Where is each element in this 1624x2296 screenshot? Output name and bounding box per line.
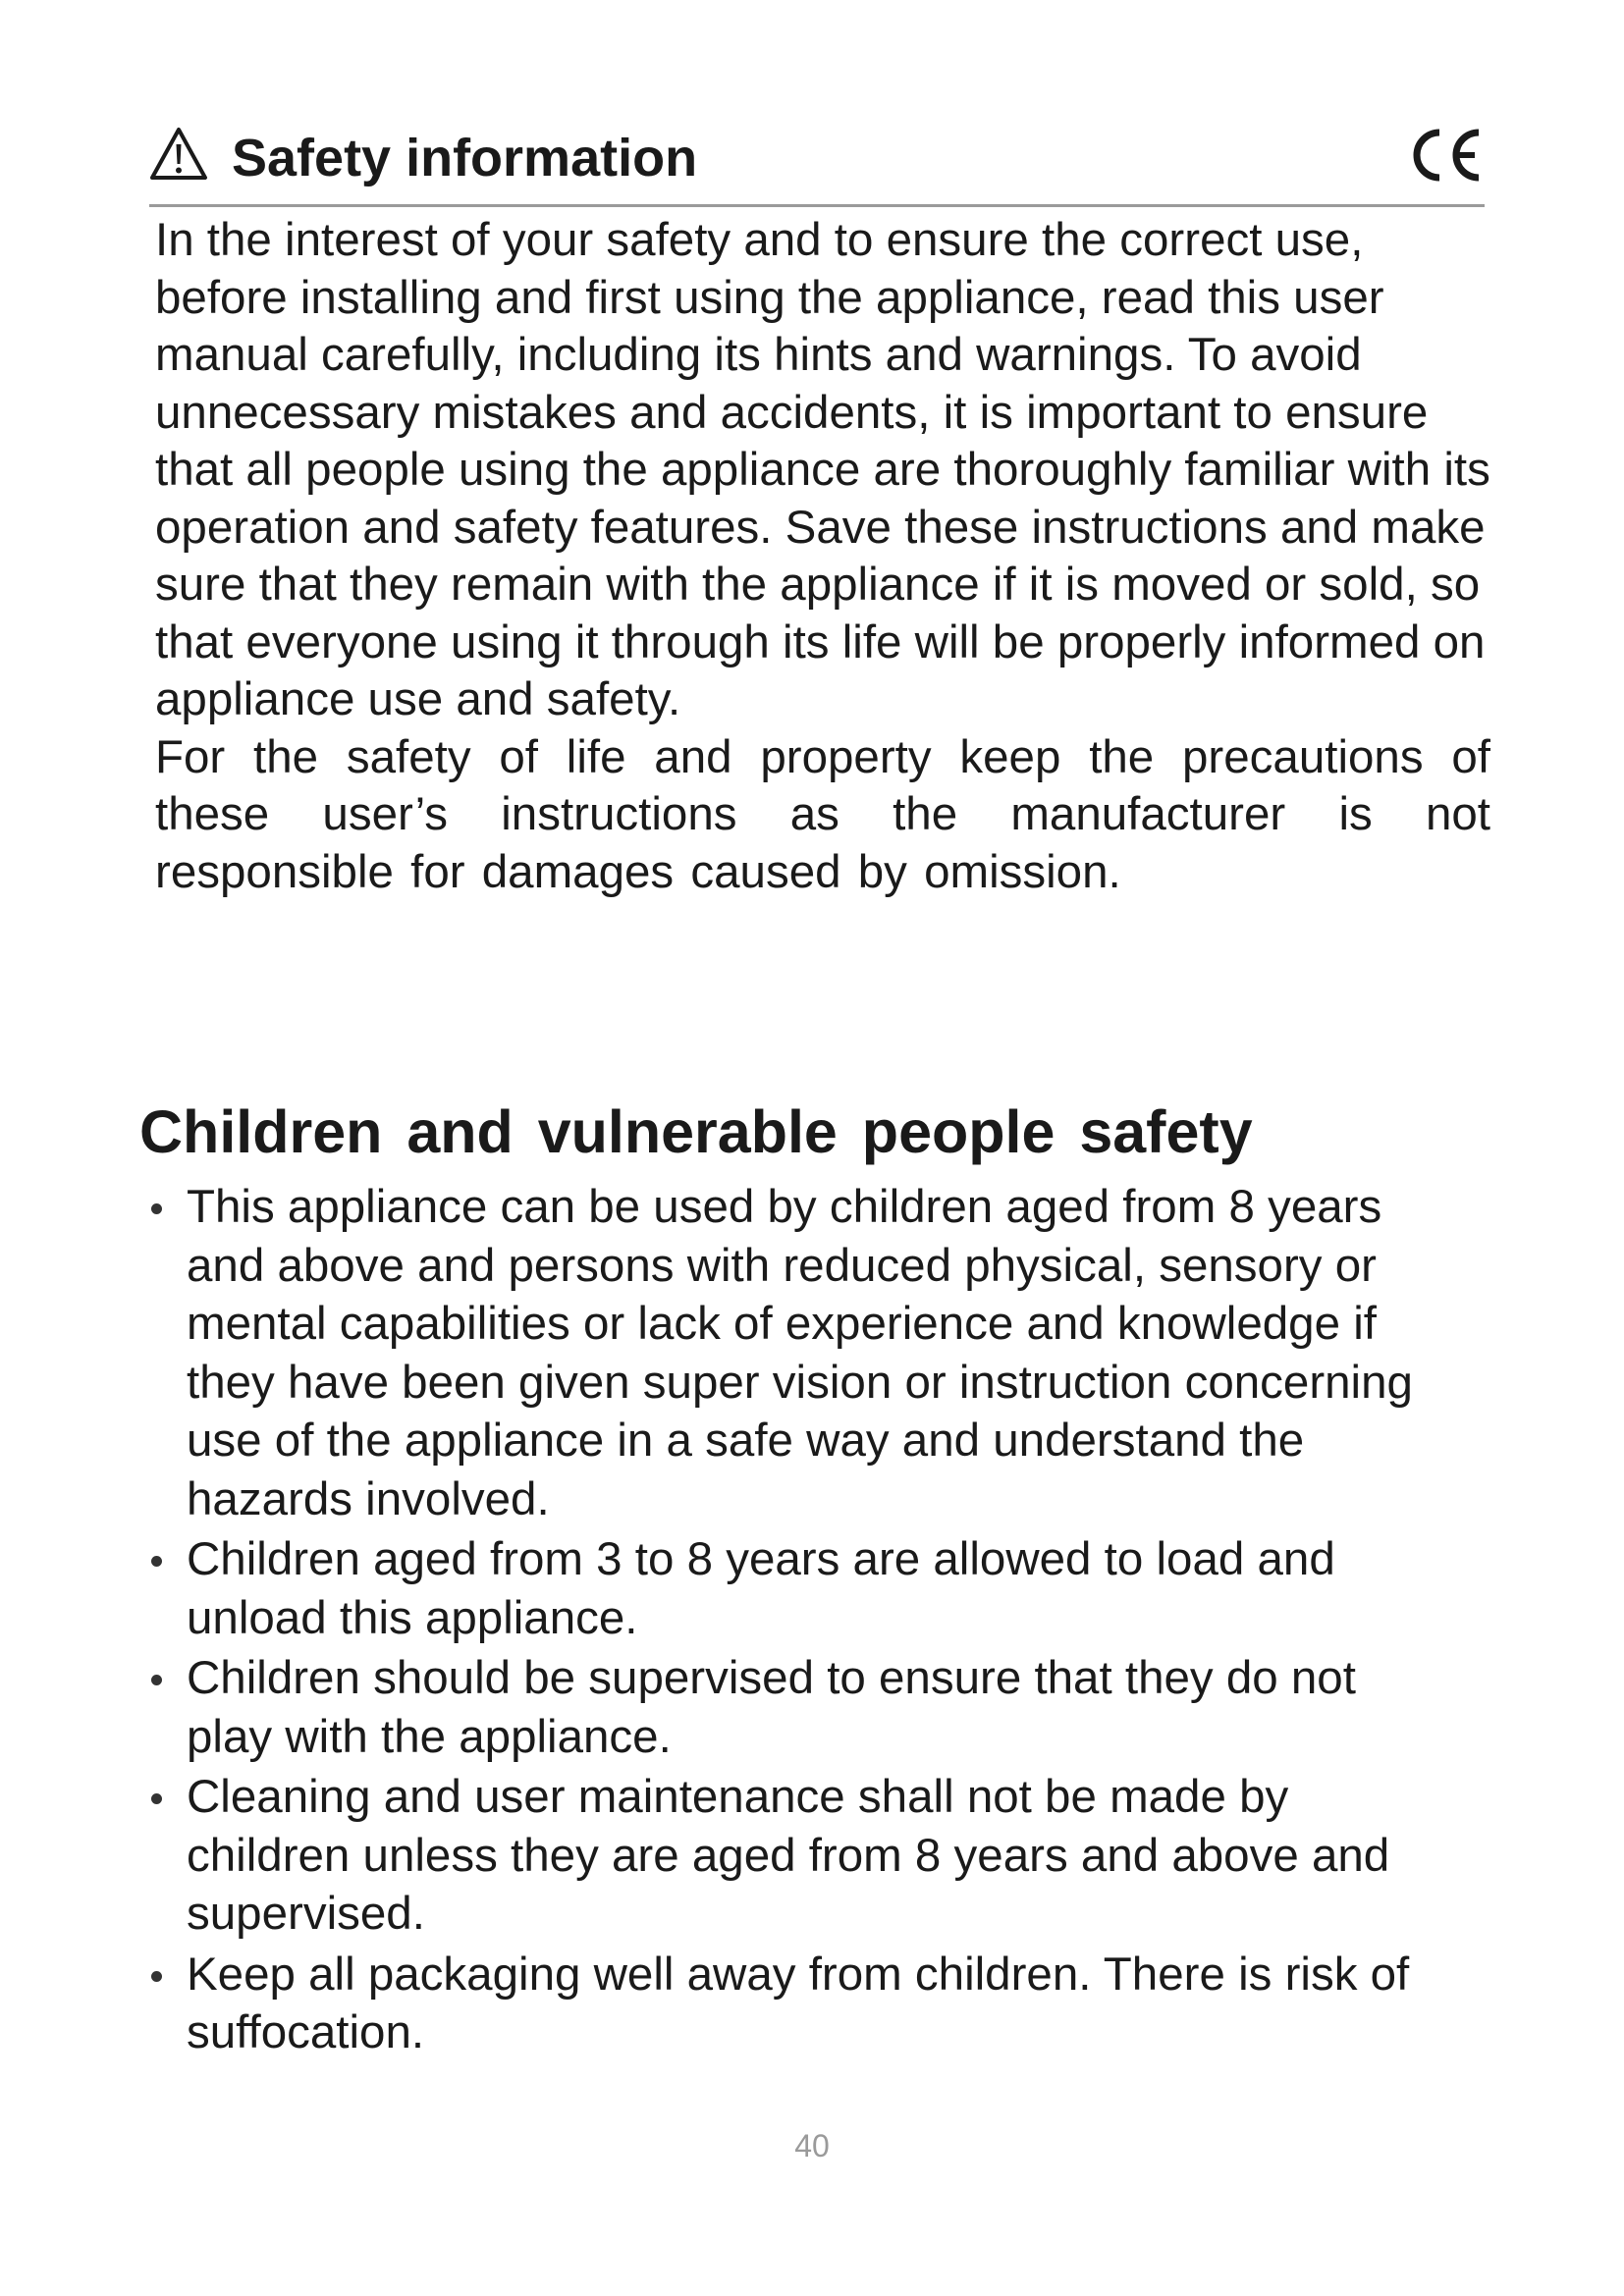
header-divider bbox=[149, 204, 1485, 207]
ce-mark-icon bbox=[1406, 123, 1485, 187]
section-heading-children-safety: Children and vulnerable people safety bbox=[139, 1098, 1253, 1165]
list-item-text: Keep all packaging well away from children. There is risk of suffocation. bbox=[187, 1948, 1410, 2058]
intro-text bbox=[155, 212, 1490, 901]
list-item bbox=[147, 1946, 1424, 2062]
intro-paragraph-1: In the interest of your safety and to ensure the correct use, before installing and first using the appliance, read this user manual carefully, including its hints and warnings. To avoid unnecessary mistakes and accidents, it is important to ensure that all people using the appliance are thoroughly familiar with its operation and safety features. Save these instructions and make sure that they remain with the appliance if it is moved or sold, so that everyone using it through its life will be properly informed on appliance use and safety. bbox=[155, 214, 1490, 725]
list-item bbox=[147, 1768, 1424, 1944]
bullet-icon bbox=[151, 1556, 162, 1567]
section-heading-safety-information: Safety information bbox=[232, 129, 698, 187]
list-item-text: This appliance can be used by children aged from 8 years and above and persons with reduced physical, sensory or mental capabilities or lack of experience and knowledge if they have been given super vision or instruction concerning use of the appliance in a safe way and understand the hazards involved. bbox=[187, 1181, 1413, 1525]
list-item-text: Cleaning and user maintenance shall not be made by children unless they are aged from 8 years and above and supervised. bbox=[187, 1771, 1390, 1940]
list-item bbox=[147, 1649, 1424, 1766]
intro-paragraph-2: For the safety of life and property keep the precautions of these user’s instructions as the manufacturer is not responsible for damages caused by omission. bbox=[155, 730, 1490, 898]
list-item-text: Children should be supervised to ensure that they do not play with the appliance. bbox=[187, 1652, 1356, 1763]
page-header bbox=[149, 123, 1485, 201]
warning-triangle-icon bbox=[149, 127, 208, 182]
bullet-icon bbox=[151, 1971, 162, 1982]
page-number: 40 bbox=[794, 2128, 830, 2163]
bullet-icon bbox=[151, 1793, 162, 1804]
list-item bbox=[147, 1530, 1424, 1647]
bullet-icon bbox=[151, 1203, 162, 1214]
list-item bbox=[147, 1178, 1424, 1528]
bullet-icon bbox=[151, 1675, 162, 1685]
list-item-text: Children aged from 3 to 8 years are allowed to load and unload this appliance. bbox=[187, 1533, 1335, 1644]
children-safety-list bbox=[147, 1178, 1424, 2064]
